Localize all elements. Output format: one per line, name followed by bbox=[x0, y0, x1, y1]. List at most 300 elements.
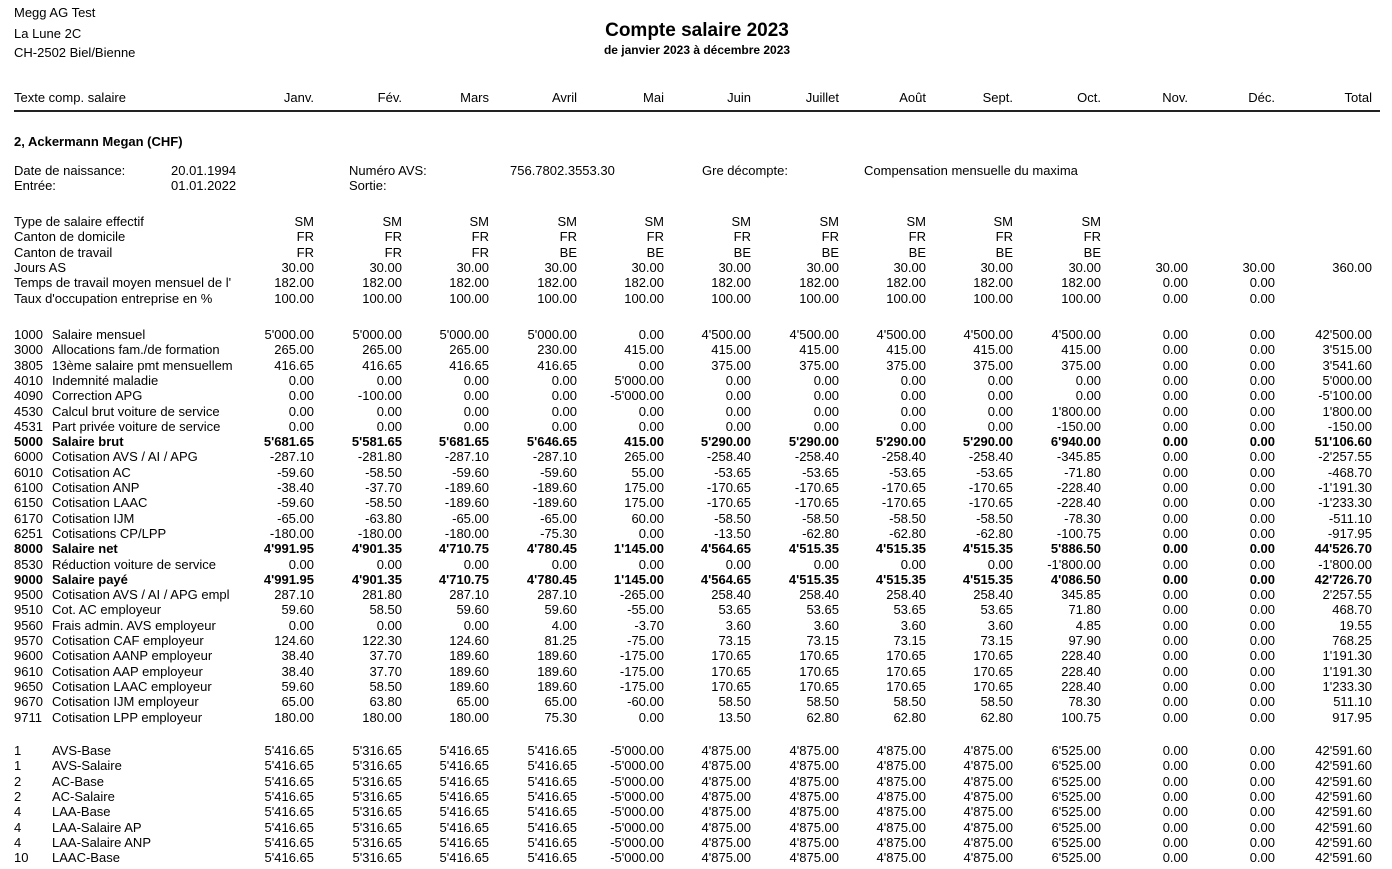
month-value: 0.00 bbox=[638, 418, 664, 434]
month-value: -175.00 bbox=[619, 648, 664, 664]
month-value: -5'000.00 bbox=[610, 388, 664, 404]
month-value: 0.00 bbox=[1249, 525, 1275, 541]
month-value: 0.00 bbox=[725, 388, 751, 404]
wage-code: 1000 bbox=[14, 327, 43, 342]
month-value: 0.00 bbox=[1162, 556, 1188, 572]
month-value: 5'581.65 bbox=[351, 434, 402, 450]
month-value: 265.00 bbox=[449, 342, 489, 358]
month-value: -58.50 bbox=[365, 495, 402, 511]
month-value: 4'875.00 bbox=[789, 743, 839, 758]
total-value: 42'591.60 bbox=[1315, 743, 1372, 758]
month-value: 0.00 bbox=[376, 372, 402, 388]
month-value: 0.00 bbox=[638, 327, 664, 342]
month-value: 58.50 bbox=[980, 694, 1013, 710]
month-value: 30.00 bbox=[1242, 259, 1275, 275]
month-value: 30.00 bbox=[544, 259, 577, 275]
month-value: 0.00 bbox=[1162, 495, 1188, 511]
row-label: LAAC-Base bbox=[52, 850, 120, 866]
table-row bbox=[0, 327, 1392, 342]
month-value: 180.00 bbox=[362, 709, 402, 725]
month-value: 0.00 bbox=[900, 388, 926, 404]
month-value: 287.10 bbox=[449, 587, 489, 603]
month-value: 59.60 bbox=[281, 678, 314, 694]
attribute-row bbox=[0, 229, 1392, 244]
month-value: SM bbox=[819, 214, 839, 229]
table-row bbox=[0, 572, 1392, 587]
month-value: 0.00 bbox=[813, 372, 839, 388]
month-value: 81.25 bbox=[544, 633, 577, 648]
month-value: 0.00 bbox=[1249, 449, 1275, 465]
row-label: Cotisation ANP bbox=[52, 480, 140, 495]
wage-code: 6100 bbox=[14, 480, 43, 495]
month-value: 0.00 bbox=[1162, 290, 1188, 306]
month-value: 5'416.65 bbox=[264, 850, 314, 866]
month-value: 4'500.00 bbox=[876, 327, 926, 342]
month-value: SM bbox=[469, 214, 489, 229]
month-value: 0.00 bbox=[1249, 587, 1275, 603]
month-value: 5'316.65 bbox=[352, 743, 402, 758]
total-value: 19.55 bbox=[1339, 617, 1372, 633]
month-value: 0.00 bbox=[1249, 510, 1275, 526]
month-value: 58.50 bbox=[369, 602, 402, 618]
month-value: 5'000.00 bbox=[264, 327, 314, 342]
month-value: -37.70 bbox=[365, 480, 402, 495]
column-header-month: Sept. bbox=[982, 90, 1013, 105]
month-value: 4'875.00 bbox=[701, 758, 751, 774]
total-value: -1'800.00 bbox=[1318, 556, 1372, 572]
month-value: -5'000.00 bbox=[610, 758, 664, 774]
month-value: 182.00 bbox=[362, 275, 402, 291]
month-value: 4'875.00 bbox=[701, 804, 751, 820]
month-value: 258.40 bbox=[799, 587, 839, 603]
month-value: -1'800.00 bbox=[1047, 556, 1101, 572]
wage-code: 4530 bbox=[14, 403, 43, 419]
total-value: -1'191.30 bbox=[1318, 480, 1372, 495]
month-value: 0.00 bbox=[1249, 602, 1275, 618]
month-value: 0.00 bbox=[1162, 541, 1188, 557]
month-value: -170.65 bbox=[881, 495, 926, 511]
month-value: 5'290.00 bbox=[700, 434, 751, 450]
month-value: 59.60 bbox=[281, 602, 314, 618]
month-value: 170.65 bbox=[799, 663, 839, 679]
month-value: 4'875.00 bbox=[963, 758, 1013, 774]
month-value: 415.00 bbox=[624, 434, 664, 450]
month-value: 0.00 bbox=[288, 617, 314, 633]
month-value: 0.00 bbox=[1249, 495, 1275, 511]
month-value: -5'000.00 bbox=[610, 743, 664, 758]
month-value: 37.70 bbox=[369, 663, 402, 679]
month-value: 416.65 bbox=[362, 357, 402, 373]
month-value: 0.00 bbox=[1249, 480, 1275, 495]
row-label: Cotisation AAP employeur bbox=[52, 663, 203, 679]
month-value: 4'564.65 bbox=[700, 541, 751, 557]
base-row bbox=[0, 804, 1392, 819]
wage-code: 10 bbox=[14, 850, 29, 866]
row-label: Cotisation AC bbox=[52, 464, 131, 480]
month-value: -65.00 bbox=[277, 510, 314, 526]
month-value: -5'000.00 bbox=[610, 850, 664, 866]
table-row bbox=[0, 449, 1392, 464]
month-value: 5'316.65 bbox=[352, 819, 402, 835]
row-label: Frais admin. AVS employeur bbox=[52, 617, 216, 633]
month-value: -75.00 bbox=[627, 633, 664, 648]
month-value: 228.40 bbox=[1061, 663, 1101, 679]
month-value: 0.00 bbox=[1162, 388, 1188, 404]
company-street: La Lune 2C bbox=[14, 26, 82, 41]
entry-label: Entrée: bbox=[14, 178, 56, 193]
month-value: -65.00 bbox=[452, 510, 489, 526]
month-value: 0.00 bbox=[725, 556, 751, 572]
month-value: 65.00 bbox=[281, 694, 314, 710]
wage-code: 4 bbox=[14, 819, 22, 835]
row-label: Cotisation AANP employeur bbox=[52, 648, 213, 664]
month-value: 5'681.65 bbox=[438, 434, 489, 450]
month-value: 0.00 bbox=[1249, 709, 1275, 725]
month-value: -63.80 bbox=[365, 510, 402, 526]
month-value: 124.60 bbox=[274, 633, 314, 648]
month-value: 0.00 bbox=[1162, 758, 1188, 774]
month-value: 415.00 bbox=[711, 342, 751, 358]
table-row bbox=[0, 480, 1392, 495]
row-label: LAA-Salaire ANP bbox=[52, 834, 151, 850]
row-label: Type de salaire effectif bbox=[14, 214, 144, 229]
month-value: -170.65 bbox=[706, 480, 751, 495]
month-value: 345.85 bbox=[1061, 587, 1101, 603]
row-label: Cot. AC employeur bbox=[52, 602, 162, 618]
month-value: 4'500.00 bbox=[789, 327, 839, 342]
month-value: 0.00 bbox=[376, 403, 402, 419]
month-value: 0.00 bbox=[1249, 758, 1275, 774]
wage-code: 6150 bbox=[14, 495, 43, 511]
month-value: 4.00 bbox=[551, 617, 577, 633]
month-value: 5'316.65 bbox=[352, 773, 402, 789]
month-value: 0.00 bbox=[1162, 743, 1188, 758]
month-value: 100.00 bbox=[624, 290, 664, 306]
month-value: 258.40 bbox=[886, 587, 926, 603]
table-row bbox=[0, 541, 1392, 556]
month-value: 0.00 bbox=[1249, 403, 1275, 419]
total-value: 2'257.55 bbox=[1322, 587, 1372, 603]
month-value: 0.00 bbox=[987, 388, 1013, 404]
month-value: 5'000.00 bbox=[527, 327, 577, 342]
total-value: -468.70 bbox=[1327, 464, 1372, 480]
month-value: -180.00 bbox=[357, 525, 402, 541]
month-value: -287.10 bbox=[532, 449, 577, 465]
month-value: BE bbox=[559, 244, 577, 260]
base-row bbox=[0, 835, 1392, 850]
month-value: 0.00 bbox=[1162, 850, 1188, 866]
month-value: 0.00 bbox=[1162, 525, 1188, 541]
table-row bbox=[0, 373, 1392, 388]
total-value: 511.10 bbox=[1333, 694, 1372, 710]
attribute-row bbox=[0, 214, 1392, 229]
month-value: -170.65 bbox=[968, 480, 1013, 495]
month-value: 30.00 bbox=[1068, 259, 1101, 275]
month-value: 5'316.65 bbox=[352, 804, 402, 820]
month-value: 0.00 bbox=[376, 556, 402, 572]
month-value: 0.00 bbox=[1249, 804, 1275, 820]
month-value: SM bbox=[1081, 214, 1101, 229]
month-value: 6'940.00 bbox=[1050, 434, 1101, 450]
month-value: 38.40 bbox=[281, 663, 314, 679]
month-value: 0.00 bbox=[1249, 773, 1275, 789]
month-value: -180.00 bbox=[269, 525, 314, 541]
month-value: SM bbox=[557, 214, 577, 229]
month-value: 0.00 bbox=[1249, 834, 1275, 850]
table-row bbox=[0, 587, 1392, 602]
month-value: 0.00 bbox=[1162, 372, 1188, 388]
month-value: 0.00 bbox=[638, 357, 664, 373]
month-value: 375.00 bbox=[1061, 357, 1101, 373]
month-value: -175.00 bbox=[619, 678, 664, 694]
table-row bbox=[0, 465, 1392, 480]
month-value: SM bbox=[993, 214, 1013, 229]
row-label: Cotisation IJM bbox=[52, 510, 135, 526]
month-value: -65.00 bbox=[540, 510, 577, 526]
month-value: 6'525.00 bbox=[1051, 773, 1101, 789]
month-value: -100.75 bbox=[1056, 525, 1101, 541]
month-value: 4'710.75 bbox=[438, 571, 489, 587]
table-row bbox=[0, 388, 1392, 403]
month-value: 4'875.00 bbox=[876, 788, 926, 804]
base-row bbox=[0, 758, 1392, 773]
total-value: 42'726.70 bbox=[1314, 571, 1372, 587]
month-value: 3.60 bbox=[813, 617, 839, 633]
month-value: BE bbox=[733, 244, 751, 260]
month-value: -58.50 bbox=[802, 510, 839, 526]
wage-code: 9560 bbox=[14, 617, 43, 633]
month-value: 182.00 bbox=[799, 275, 839, 291]
month-value: 0.00 bbox=[288, 403, 314, 419]
month-value: BE bbox=[1083, 244, 1101, 260]
month-value: 65.00 bbox=[544, 694, 577, 710]
month-value: 0.00 bbox=[463, 418, 489, 434]
month-value: -189.60 bbox=[532, 480, 577, 495]
wage-code: 9570 bbox=[14, 633, 43, 648]
wage-code: 4010 bbox=[14, 372, 43, 388]
row-label: AVS-Base bbox=[52, 743, 112, 758]
month-value: 5'416.65 bbox=[439, 804, 489, 820]
row-label: AC-Salaire bbox=[52, 788, 115, 804]
month-value: 63.80 bbox=[369, 694, 402, 710]
month-value: FR bbox=[559, 229, 577, 245]
month-value: 0.00 bbox=[1249, 418, 1275, 434]
month-value: 6'525.00 bbox=[1051, 834, 1101, 850]
month-value: FR bbox=[296, 229, 314, 245]
month-value: 4'515.35 bbox=[962, 571, 1013, 587]
month-value: 5'316.65 bbox=[352, 834, 402, 850]
report-subtitle: de janvier 2023 à décembre 2023 bbox=[603, 43, 791, 57]
total-value: 42'591.60 bbox=[1315, 804, 1372, 820]
row-label: 13ème salaire pmt mensuellem bbox=[52, 357, 233, 373]
entry-value: 01.01.2022 bbox=[171, 178, 237, 193]
month-value: -78.30 bbox=[1064, 510, 1101, 526]
month-value: 170.65 bbox=[711, 678, 751, 694]
month-value: 0.00 bbox=[900, 372, 926, 388]
month-value: 0.00 bbox=[1162, 617, 1188, 633]
month-value: -228.40 bbox=[1056, 480, 1101, 495]
month-value: 0.00 bbox=[1162, 633, 1188, 648]
month-value: 0.00 bbox=[376, 617, 402, 633]
month-value: 180.00 bbox=[274, 709, 314, 725]
total-value: 5'000.00 bbox=[1322, 372, 1372, 388]
wage-code: 8000 bbox=[14, 541, 43, 557]
wage-code: 4531 bbox=[14, 418, 43, 434]
month-value: -5'000.00 bbox=[610, 804, 664, 820]
month-value: -59.60 bbox=[277, 464, 314, 480]
month-value: 6'525.00 bbox=[1051, 758, 1101, 774]
month-value: 73.15 bbox=[806, 633, 839, 648]
month-value: 5'416.65 bbox=[527, 834, 577, 850]
month-value: -71.80 bbox=[1064, 464, 1101, 480]
total-value: -150.00 bbox=[1327, 418, 1372, 434]
month-value: 4'500.00 bbox=[701, 327, 751, 342]
month-value: 4'500.00 bbox=[1051, 327, 1101, 342]
month-value: 1'145.00 bbox=[613, 541, 664, 557]
month-value: 5'000.00 bbox=[439, 327, 489, 342]
month-value: 6'525.00 bbox=[1051, 850, 1101, 866]
month-value: 175.00 bbox=[624, 495, 664, 511]
total-value: 768.25 bbox=[1332, 633, 1372, 648]
month-value: 0.00 bbox=[987, 403, 1013, 419]
month-value: 0.00 bbox=[1162, 275, 1188, 291]
month-value: 0.00 bbox=[987, 418, 1013, 434]
month-value: 0.00 bbox=[1249, 290, 1275, 306]
month-value: 5'416.65 bbox=[527, 743, 577, 758]
month-value: 0.00 bbox=[1162, 571, 1188, 587]
month-value: BE bbox=[995, 244, 1013, 260]
employee-heading: 2, Ackermann Megan (CHF) bbox=[14, 134, 183, 149]
column-header-month: Mai bbox=[643, 90, 664, 105]
column-total-header: Total bbox=[1344, 90, 1372, 105]
wage-code: 9610 bbox=[14, 663, 43, 679]
month-value: 5'416.65 bbox=[439, 788, 489, 804]
month-value: 6'525.00 bbox=[1051, 819, 1101, 835]
month-value: 0.00 bbox=[1162, 327, 1188, 342]
base-row bbox=[0, 743, 1392, 758]
month-value: 0.00 bbox=[813, 418, 839, 434]
month-value: 38.40 bbox=[281, 648, 314, 664]
row-label: AVS-Salaire bbox=[52, 758, 122, 774]
month-value: -170.65 bbox=[794, 495, 839, 511]
month-value: 4'875.00 bbox=[876, 850, 926, 866]
month-value: FR bbox=[471, 229, 489, 245]
month-value: -55.00 bbox=[627, 602, 664, 618]
month-value: 5'416.65 bbox=[527, 819, 577, 835]
row-label: LAA-Salaire AP bbox=[52, 819, 142, 835]
month-value: 0.00 bbox=[1162, 694, 1188, 710]
month-value: 258.40 bbox=[711, 587, 751, 603]
month-value: 5'416.65 bbox=[264, 788, 314, 804]
month-value: 0.00 bbox=[1249, 556, 1275, 572]
month-value: 59.60 bbox=[544, 602, 577, 618]
month-value: 4'875.00 bbox=[701, 788, 751, 804]
row-label: LAA-Base bbox=[52, 804, 111, 820]
month-value: 30.00 bbox=[893, 259, 926, 275]
column-label-header: Texte comp. salaire bbox=[14, 90, 126, 105]
month-value: 4'875.00 bbox=[876, 758, 926, 774]
table-row bbox=[0, 602, 1392, 617]
month-value: 0.00 bbox=[1249, 648, 1275, 664]
attribute-row bbox=[0, 275, 1392, 290]
month-value: 416.65 bbox=[449, 357, 489, 373]
month-value: 100.00 bbox=[711, 290, 751, 306]
month-value: SM bbox=[906, 214, 926, 229]
month-value: 5'416.65 bbox=[439, 743, 489, 758]
month-value: 4'780.45 bbox=[526, 571, 577, 587]
month-value: 0.00 bbox=[1249, 633, 1275, 648]
wage-code: 1 bbox=[14, 743, 22, 758]
month-value: 5'316.65 bbox=[352, 758, 402, 774]
month-value: 5'416.65 bbox=[264, 758, 314, 774]
month-value: 182.00 bbox=[1061, 275, 1101, 291]
row-label: Cotisation AVS / AI / APG bbox=[52, 449, 198, 465]
row-label: Salaire brut bbox=[52, 434, 124, 450]
month-value: 0.00 bbox=[1249, 357, 1275, 373]
month-value: FR bbox=[1083, 229, 1101, 245]
total-value: 1'191.30 bbox=[1322, 648, 1372, 664]
table-row bbox=[0, 618, 1392, 633]
month-value: 60.00 bbox=[631, 510, 664, 526]
attribute-row bbox=[0, 245, 1392, 260]
table-row bbox=[0, 358, 1392, 373]
month-value: 100.00 bbox=[886, 290, 926, 306]
month-value: 58.50 bbox=[718, 694, 751, 710]
month-value: 0.00 bbox=[1249, 434, 1275, 450]
month-value: 375.00 bbox=[799, 357, 839, 373]
month-value: 0.00 bbox=[1249, 819, 1275, 835]
month-value: 0.00 bbox=[1162, 834, 1188, 850]
month-value: 189.60 bbox=[449, 678, 489, 694]
month-value: 170.65 bbox=[711, 663, 751, 679]
month-value: 1'800.00 bbox=[1051, 403, 1101, 419]
month-value: 5'416.65 bbox=[439, 834, 489, 850]
gre-label: Gre décompte: bbox=[702, 163, 788, 178]
month-value: 0.00 bbox=[987, 372, 1013, 388]
month-value: 53.65 bbox=[806, 602, 839, 618]
wage-code: 8530 bbox=[14, 556, 43, 572]
month-value: -150.00 bbox=[1056, 418, 1101, 434]
month-value: 0.00 bbox=[1249, 788, 1275, 804]
month-value: SM bbox=[294, 214, 314, 229]
month-value: 5'886.50 bbox=[1050, 541, 1101, 557]
month-value: 53.65 bbox=[718, 602, 751, 618]
month-value: 30.00 bbox=[456, 259, 489, 275]
month-value: 281.80 bbox=[362, 587, 402, 603]
month-value: 4'515.35 bbox=[788, 571, 839, 587]
base-row bbox=[0, 850, 1392, 865]
row-label: Salaire mensuel bbox=[52, 327, 146, 342]
total-value: 3'541.60 bbox=[1322, 357, 1372, 373]
total-value: 42'591.60 bbox=[1315, 850, 1372, 866]
month-value: 4'875.00 bbox=[701, 743, 751, 758]
row-label: Cotisation LPP employeur bbox=[52, 709, 203, 725]
report-title: Compte salaire 2023 bbox=[605, 20, 789, 41]
month-value: 4'875.00 bbox=[876, 804, 926, 820]
table-row bbox=[0, 404, 1392, 419]
month-value: 4'875.00 bbox=[876, 834, 926, 850]
wage-code: 5000 bbox=[14, 434, 43, 450]
month-value: -5'000.00 bbox=[610, 773, 664, 789]
month-value: 13.50 bbox=[718, 709, 751, 725]
total-value: 42'591.60 bbox=[1315, 834, 1372, 850]
month-value: 100.75 bbox=[1061, 709, 1101, 725]
row-label: Salaire payé bbox=[52, 571, 128, 587]
month-value: -170.65 bbox=[968, 495, 1013, 511]
month-value: FR bbox=[821, 229, 839, 245]
wage-code: 2 bbox=[14, 773, 22, 789]
month-value: 182.00 bbox=[274, 275, 314, 291]
